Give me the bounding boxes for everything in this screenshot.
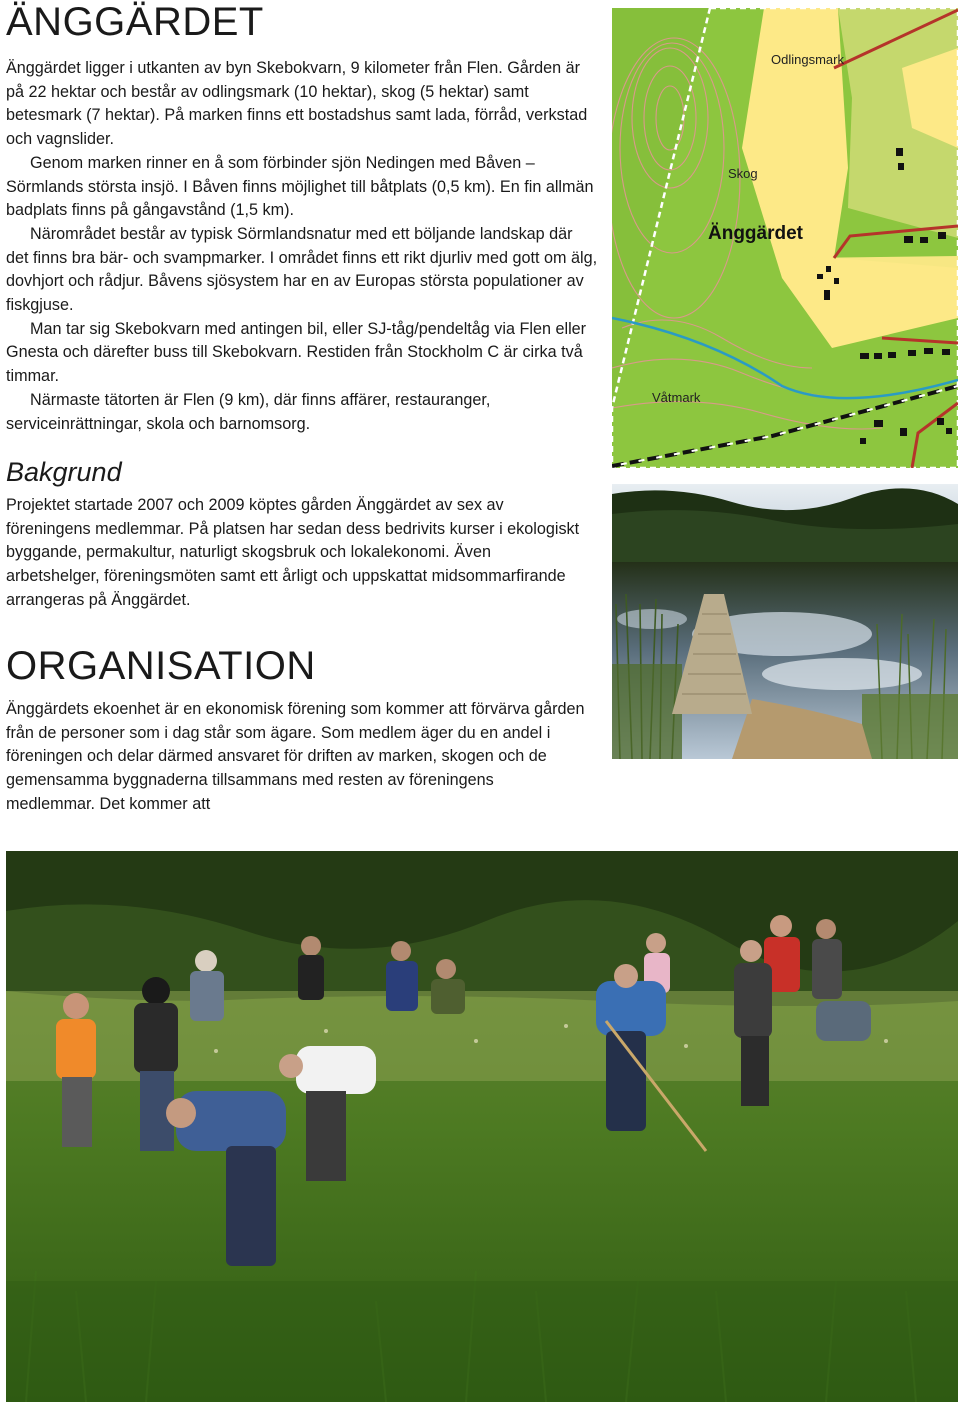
intro-paragraph: Närmaste tätorten är Flen (9 km), där finns affärer, restauranger, serviceinrättningar, skola och barnomsorg. (6, 390, 491, 433)
bakgrund-text (6, 494, 586, 613)
workers-photo-graphic (6, 851, 958, 1402)
map-label-vatmark: Våtmark (652, 390, 701, 405)
map-label-title: Änggärdet (708, 223, 803, 244)
intro-paragraph: Genom marken rinner en å som förbinder sjön Nedingen med Båven – Sörmlands största insjö. I Båven finns möjlighet till båtplats (0,5 km). En fin allmän badplats finns på gångavstånd (1,5 km). (6, 153, 594, 220)
lake-photo-graphic (612, 484, 958, 759)
intro-paragraph: Änggärdet ligger i utkanten av byn Skebokvarn, 9 kilometer från Flen. Gården är på 22 hektar och består av odlingsmark (10 hektar), skog (5 hektar) samt betesmark (7 hektar). På marken finns ett bostadshus samt lada, förråd, verkstad och vagnslider. (6, 59, 588, 149)
intro-paragraph: Man tar sig Skebokvarn med antingen bil, eller SJ-tåg/pendeltåg via Flen eller Gnesta och därefter buss till Skebokvarn. Restiden från Stockholm C är cirka två timmar. (6, 319, 587, 386)
section-heading-bakgrund: Bakgrund (6, 457, 122, 487)
organisation-paragraph: Änggärdets ekoenhet är en ekonomisk förening som kommer att förvärva gården från de personer som i dag står som ägare. Som medlem äger du en andel i föreningen och delar därmed ansvaret för driften av marken, skogen och de gemensamma byggnaderna tillsammans med resten av föreningens medlemmar. Det kommer att (6, 700, 585, 813)
map-label-odlingsmark: Odlingsmark (771, 52, 844, 67)
property-map (612, 8, 958, 468)
intro-text (6, 57, 598, 436)
map-label-skog: Skog (728, 166, 758, 181)
section-heading-organisation: ORGANISATION (6, 644, 316, 688)
lake-photo (612, 484, 958, 759)
bakgrund-paragraph: Projektet startade 2007 och 2009 köptes gården Änggärdet av sex av föreningens medlemmar. På platsen har sedan dess bedrivits kurser i ekologiskt byggande, permakultur, naturligt skogsbruk och lokalekonomi. Även arbetshelger, föreningsmöten samt ett årligt och uppskattat midsommarfirande arrangeras på Änggärdet. (6, 496, 580, 609)
organisation-text (6, 698, 586, 817)
page-title: ÄNGGÄRDET (6, 0, 264, 44)
intro-paragraph: Närområdet består av typisk Sörmlandsnatur med ett böljande landskap där det finns bra bär- och svampmarker. I området finns ett rikt djurliv med gott om älg, dovhjort och rådjur. Båvens sjösystem har en av Europas största populationer av fiskgjuse. (6, 224, 598, 315)
workers-photo (6, 851, 958, 1402)
